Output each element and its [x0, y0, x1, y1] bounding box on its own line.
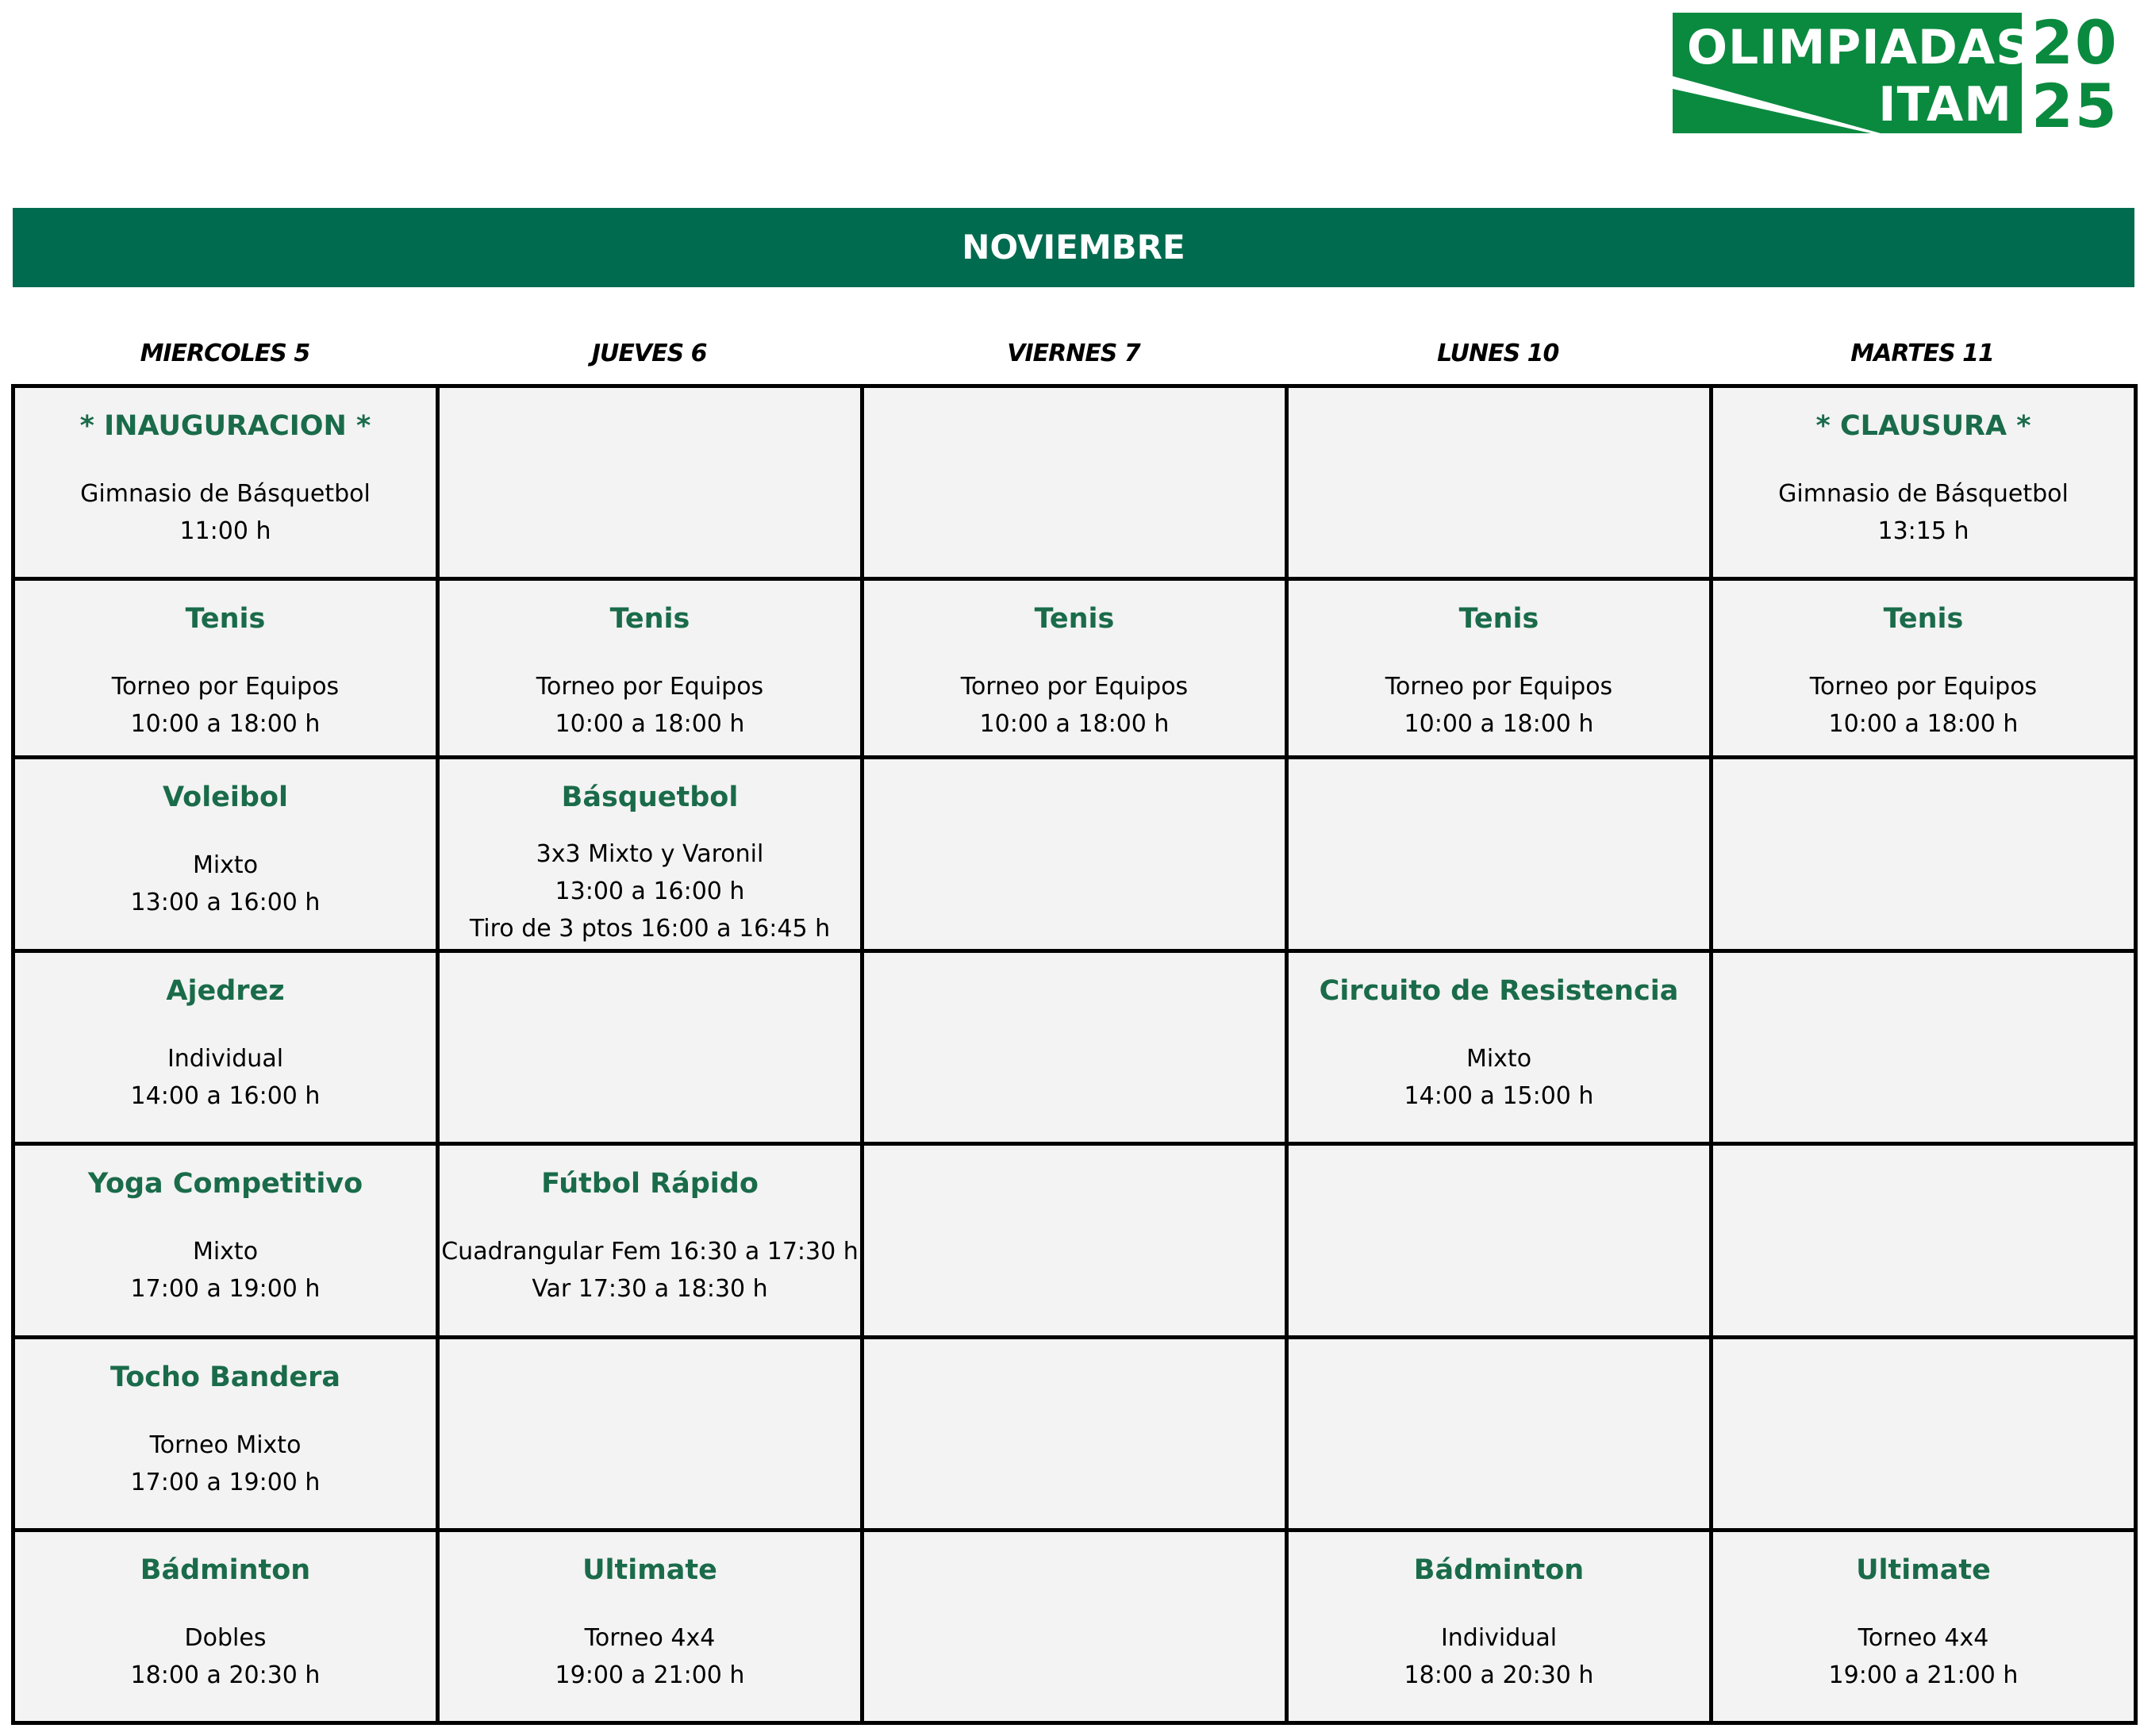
event-detail-line: Cuadrangular Fem 16:30 a 17:30 h: [441, 1238, 859, 1266]
event-block: [864, 1339, 1285, 1360]
event-block: [1289, 1339, 1709, 1360]
day-header: MARTES 11: [1850, 340, 1994, 367]
event-title: Bádminton: [140, 1554, 311, 1586]
schedule-cell: [1287, 758, 1712, 951]
event-details: [15, 847, 436, 921]
event-title: Circuito de Resistencia: [1319, 975, 1679, 1008]
event-title: Fútbol Rápido: [541, 1168, 759, 1200]
schedule-cell: [1287, 1530, 1712, 1723]
logo-word-olimpiadas: OLIMPIADAS: [1687, 20, 2031, 75]
logo-year-bottom: 25: [2031, 71, 2119, 141]
event-block: [15, 1339, 436, 1501]
schedule-cell: [863, 386, 1287, 579]
event-title: Ajedrez: [166, 975, 285, 1008]
event-details: [1289, 1040, 1709, 1115]
event-detail-line: Individual: [167, 1045, 284, 1073]
schedule-cell: [863, 1144, 1287, 1337]
event-block: [864, 388, 1285, 409]
schedule-cell: [863, 579, 1287, 758]
event-details: [1289, 1619, 1709, 1694]
event-detail-line: Torneo Mixto: [149, 1431, 302, 1459]
event-detail-line: 10:00 a 18:00 h: [979, 710, 1170, 739]
event-title: * INAUGURACION *: [79, 410, 371, 442]
event-details: [440, 668, 860, 743]
event-block: [864, 1532, 1285, 1553]
event-detail-line: 10:00 a 18:00 h: [130, 710, 321, 739]
event-details: [15, 668, 436, 743]
schedule-cell: [863, 1530, 1287, 1723]
event-details: [440, 1619, 860, 1694]
day-header: JUEVES 6: [591, 340, 707, 367]
schedule-row: [13, 386, 2136, 579]
event-block: [1289, 388, 1709, 409]
event-block: [1289, 1146, 1709, 1166]
event-title: Yoga Competitivo: [87, 1168, 363, 1200]
schedule-row: [13, 1144, 2136, 1337]
event-detail-line: Gimnasio de Básquetbol: [1778, 480, 2069, 508]
event-detail-line: Dobles: [184, 1623, 267, 1652]
event-detail-line: 10:00 a 18:00 h: [1404, 710, 1594, 739]
event-detail-line: Torneo por Equipos: [111, 673, 340, 701]
schedule-row: [13, 758, 2136, 951]
event-detail-line: Individual: [1440, 1623, 1558, 1652]
schedule-cell: [863, 1337, 1287, 1530]
event-block: [15, 759, 436, 921]
event-detail-line: 14:00 a 16:00 h: [130, 1082, 321, 1111]
event-details: [15, 1040, 436, 1115]
schedule-cell: [13, 579, 438, 758]
event-details: [864, 668, 1285, 743]
event-block: [1289, 759, 1709, 780]
schedule-cell: [438, 579, 863, 758]
event-detail-line: Torneo por Equipos: [1385, 673, 1613, 701]
event-details: [1713, 668, 2134, 743]
day-headers: [13, 332, 2134, 376]
schedule-cell: [1287, 1337, 1712, 1530]
event-detail-line: 18:00 a 20:30 h: [130, 1661, 321, 1689]
event-block: [15, 953, 436, 1115]
month-banner: NOVIEMBRE: [13, 208, 2134, 287]
event-detail-line: 18:00 a 20:30 h: [1404, 1661, 1594, 1689]
event-details: [1713, 1619, 2134, 1694]
schedule-cell: [438, 386, 863, 579]
event-detail-line: Torneo por Equipos: [960, 673, 1189, 701]
event-block: [440, 388, 860, 409]
event-block: [1713, 953, 2134, 974]
schedule-cell: [1712, 1337, 2136, 1530]
event-title: Tenis: [1034, 603, 1115, 636]
schedule-cell: [438, 1530, 863, 1723]
event-block: [1713, 759, 2134, 780]
logo-word-itam: ITAM: [1878, 77, 2012, 133]
day-header: MIERCOLES 5: [140, 340, 310, 367]
event-title: Tenis: [609, 603, 690, 636]
schedule-row: [13, 1337, 2136, 1530]
schedule-cell: [863, 758, 1287, 951]
event-block: [440, 1146, 860, 1308]
event-title: Ultimate: [1856, 1554, 1991, 1586]
event-detail-line: 19:00 a 21:00 h: [555, 1661, 745, 1689]
event-block: [1713, 388, 2134, 550]
event-block: [864, 581, 1285, 743]
event-detail-line: Mixto: [192, 851, 259, 880]
event-details: [440, 835, 860, 947]
event-details: [15, 475, 436, 550]
event-title: Tenis: [1883, 603, 1964, 636]
event-detail-line: 10:00 a 18:00 h: [1828, 710, 2019, 739]
event-block: [1713, 1532, 2134, 1694]
event-detail-line: Tiro de 3 ptos 16:00 a 16:45 h: [469, 915, 831, 943]
schedule-grid: [11, 384, 2138, 1725]
olimpiadas-itam-logo: [1673, 7, 2131, 141]
event-title: Voleibol: [162, 782, 289, 814]
schedule-cell: [1712, 386, 2136, 579]
schedule-cell: [13, 951, 438, 1144]
event-detail-line: 11:00 h: [179, 517, 271, 545]
event-block: [440, 953, 860, 974]
schedule-row: [13, 1530, 2136, 1723]
event-block: [1289, 581, 1709, 743]
schedule-cell: [438, 758, 863, 951]
event-block: [440, 1532, 860, 1694]
schedule-cell: [1287, 386, 1712, 579]
event-title: Tocho Bandera: [109, 1361, 341, 1393]
event-block: [1713, 1339, 2134, 1360]
event-title: Básquetbol: [561, 782, 739, 814]
event-title: Bádminton: [1413, 1554, 1585, 1586]
event-detail-line: 10:00 a 18:00 h: [555, 710, 745, 739]
event-detail-line: Mixto: [192, 1238, 259, 1266]
schedule-cell: [13, 386, 438, 579]
event-detail-line: 17:00 a 19:00 h: [130, 1275, 321, 1304]
schedule-cell: [1712, 1144, 2136, 1337]
event-detail-line: 17:00 a 19:00 h: [130, 1468, 321, 1496]
event-block: [864, 759, 1285, 780]
event-details: [15, 1427, 436, 1501]
event-detail-line: 19:00 a 21:00 h: [1828, 1661, 2019, 1689]
logo-year-top: 20: [2031, 7, 2119, 78]
event-detail-line: Torneo 4x4: [584, 1623, 716, 1652]
event-title: Ultimate: [582, 1554, 717, 1586]
event-detail-line: Torneo por Equipos: [1809, 673, 2038, 701]
schedule-cell: [1712, 758, 2136, 951]
event-block: [864, 953, 1285, 974]
event-details: [1289, 668, 1709, 743]
event-detail-line: Var 17:30 a 18:30 h: [532, 1275, 768, 1304]
event-detail-line: 13:00 a 16:00 h: [130, 889, 321, 917]
day-header: VIERNES 7: [1007, 340, 1140, 367]
event-block: [864, 1146, 1285, 1166]
event-detail-line: 13:00 a 16:00 h: [555, 878, 745, 906]
schedule-cell: [1712, 579, 2136, 758]
schedule-cell: [863, 951, 1287, 1144]
schedule-cell: [13, 1337, 438, 1530]
event-detail-line: Torneo por Equipos: [536, 673, 764, 701]
event-details: [1713, 475, 2134, 550]
event-detail-line: Mixto: [1466, 1045, 1532, 1073]
schedule-cell: [438, 951, 863, 1144]
event-title: Tenis: [185, 603, 266, 636]
schedule-row: [13, 579, 2136, 758]
schedule-cell: [13, 1144, 438, 1337]
event-title: Tenis: [1458, 603, 1539, 636]
event-block: [440, 581, 860, 743]
event-block: [1289, 1532, 1709, 1694]
schedule-cell: [1712, 951, 2136, 1144]
schedule-cell: [1712, 1530, 2136, 1723]
event-details: [15, 1233, 436, 1308]
schedule-cell: [13, 1530, 438, 1723]
schedule-cell: [1287, 1144, 1712, 1337]
event-title: * CLAUSURA *: [1815, 410, 2031, 442]
event-detail-line: 3x3 Mixto y Varonil: [536, 840, 764, 869]
event-detail-line: 14:00 a 15:00 h: [1404, 1082, 1594, 1111]
event-block: [15, 1146, 436, 1308]
event-block: [15, 1532, 436, 1694]
day-header: LUNES 10: [1437, 340, 1559, 367]
schedule-cell: [1287, 951, 1712, 1144]
event-details: [15, 1619, 436, 1694]
event-detail-line: 13:15 h: [1877, 517, 1969, 545]
event-detail-line: Gimnasio de Básquetbol: [80, 480, 371, 508]
schedule-cell: [1287, 579, 1712, 758]
event-block: [1713, 581, 2134, 743]
schedule-row: [13, 951, 2136, 1144]
event-details: [440, 1233, 860, 1308]
event-block: [1289, 953, 1709, 1115]
schedule-cell: [438, 1337, 863, 1530]
event-block: [440, 759, 860, 947]
event-block: [1713, 1146, 2134, 1166]
schedule-cell: [438, 1144, 863, 1337]
event-block: [15, 388, 436, 550]
schedule-cell: [13, 758, 438, 951]
event-block: [440, 1339, 860, 1360]
event-detail-line: Torneo 4x4: [1858, 1623, 1989, 1652]
event-block: [15, 581, 436, 743]
